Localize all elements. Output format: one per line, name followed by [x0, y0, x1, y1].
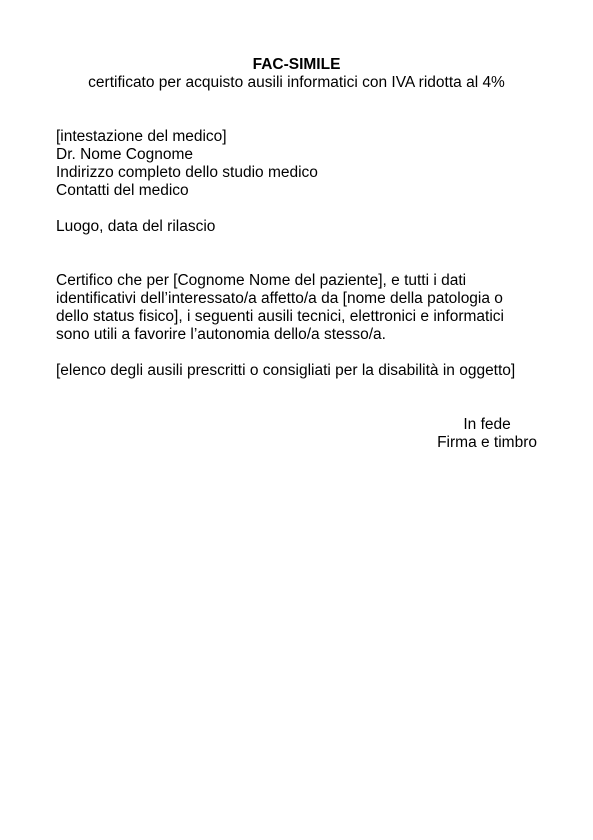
paragraph-line: sono utili a favorire l’autonomia dello/a stesso/a.	[56, 326, 386, 343]
doctor-header	[56, 128, 546, 200]
paragraph-line: dello status fisico], i seguenti ausili tecnici, elettronici e informatici	[56, 308, 504, 325]
document-subtitle: certificato per acquisto ausili informatici con IVA ridotta al 4%	[88, 74, 505, 91]
doctor-contacts: Contatti del medico	[56, 182, 189, 199]
doctor-header-line: [intestazione del medico]	[56, 128, 227, 145]
signature-block	[437, 416, 537, 452]
doctor-address: Indirizzo completo dello studio medico	[56, 164, 318, 181]
signature-text: Firma e timbro	[437, 434, 537, 451]
paragraph-line: Certifico che per [Cognome Nome del paziente], e tutti i dati	[56, 272, 467, 289]
paragraph-line: identificativi dell’interessato/a affetto/a da [nome della patologia o	[56, 290, 503, 307]
aids-list-placeholder: [elenco degli ausili prescritti o consigliati per la disabilità in oggetto]	[56, 362, 516, 379]
place-date: Luogo, data del rilascio	[56, 218, 216, 235]
closing-text: In fede	[463, 416, 511, 433]
document-title: FAC-SIMILE	[252, 56, 341, 73]
certification-paragraph	[56, 272, 546, 344]
doctor-name: Dr. Nome Cognome	[56, 146, 193, 163]
